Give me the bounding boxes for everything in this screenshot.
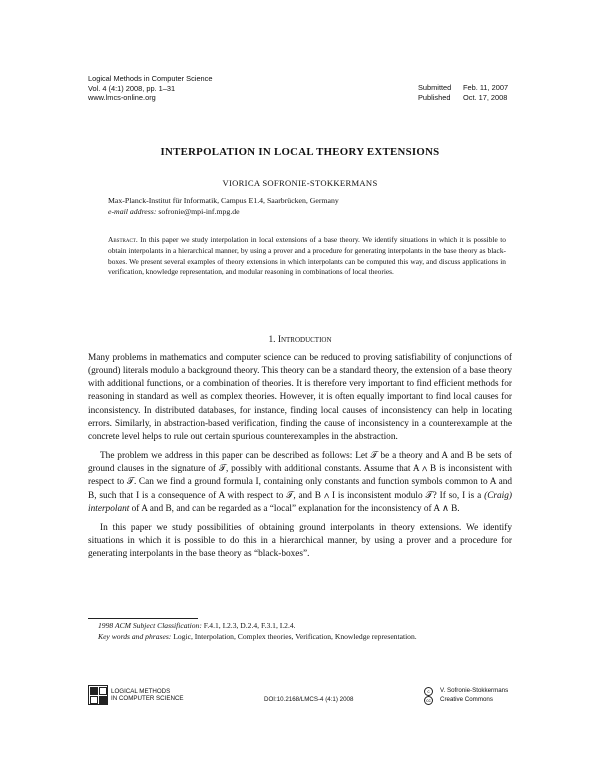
copyright-row xyxy=(424,687,508,696)
keywords: Logic, Interpolation, Complex theories, Verification, Knowledge representation. xyxy=(173,632,417,641)
lmcs-logo xyxy=(88,685,184,705)
abstract-label: Abstract. xyxy=(108,235,138,244)
logo-line-1: LOGICAL METHODS xyxy=(111,687,171,695)
license-block xyxy=(424,687,508,705)
msc-codes: F.4.1, I.2.3, D.2.4, F.3.1, I.2.4. xyxy=(203,621,296,630)
copyright-icon: c xyxy=(424,687,433,696)
journal-header xyxy=(88,74,212,103)
doi: DOI:10.2168/LMCS-4 (4:1) 2008 xyxy=(264,696,354,703)
creative-commons-icon: cc xyxy=(424,696,433,705)
institute: Max-Planck-Institut für Informatik, Campus E1.4, Saarbrücken, Germany xyxy=(108,196,339,205)
published-date: Oct. 17, 2008 xyxy=(463,92,508,102)
paragraph-2 xyxy=(88,450,512,516)
msc-line xyxy=(98,620,417,631)
email-row xyxy=(108,207,339,218)
published-label: Published xyxy=(418,92,451,102)
msc-label: 1998 ACM Subject Classification: xyxy=(98,621,202,630)
email-address[interactable]: sofronie@mpi-inf.mpg.de xyxy=(158,206,240,216)
license-row xyxy=(424,696,508,705)
section-number: 1. xyxy=(268,335,276,345)
section-title: Introduction xyxy=(277,335,332,345)
footnote-rule xyxy=(88,618,198,619)
section-heading xyxy=(0,335,600,345)
footnotes xyxy=(98,620,417,642)
email-label: e-mail address: xyxy=(108,206,157,216)
keywords-label: Key words and phrases: xyxy=(98,632,172,641)
paragraph-1: Many problems in mathematics and computer science can be reduced to proving satisfiability of conjunctions of (ground) literals modulo a background theory. This theory can be a standard theory, the extension of a base theory with additional functions, or a combination of theories. It is therefore very important to find efficient methods for reasoning in standard as well as complex theories. However, it is often equally important to find local causes for inconsistency. In distributed databases, for instance, finding local causes of inconsistency can help in locating errors. Similarly, in abstraction-based verification, finding the cause of inconsistency in a counterexample at the concrete level helps to rule out certain spurious counterexamples in the abstraction. xyxy=(88,353,512,442)
license-name: Creative Commons xyxy=(440,696,493,704)
keywords-line xyxy=(98,631,417,642)
abstract xyxy=(108,235,506,278)
dates-block xyxy=(418,83,508,102)
submitted-date: Feb. 11, 2007 xyxy=(463,83,509,92)
logo-line-2: IN COMPUTER SCIENCE xyxy=(111,695,184,702)
journal-website[interactable]: www.lmcs-online.org xyxy=(88,93,156,103)
logo-text xyxy=(111,688,184,703)
journal-name: Logical Methods in Computer Science xyxy=(88,74,213,83)
body-text xyxy=(88,352,512,567)
affiliation xyxy=(108,196,339,217)
submitted-label: Submitted xyxy=(418,83,452,92)
journal-volume: Vol. 4 (4:1) 2008, pp. 1–31 xyxy=(88,83,176,93)
copyright-holder: V. Sofronie-Stokkermans xyxy=(440,687,509,695)
paragraph-3: In this paper we study possibilities of obtaining ground interpolants in theory extensions. We identify situations in which it is possible to do this in a hierarchical manner, by using a prover and a procedure for generating interpolants in the base theory as “black-boxes”. xyxy=(88,522,512,560)
lmcs-logo-icon xyxy=(88,685,108,705)
paper-title: INTERPOLATION IN LOCAL THEORY EXTENSIONS xyxy=(160,146,440,158)
paragraph-2-part-a: The problem we address in this paper can be described as follows: Let 𝒯 be a theory and A and B be sets of ground clauses in the signature of 𝒯, possibly with additional constants. Assume that A ∧ B is inconsistent with respect to 𝒯. Can we find a ground formula I, containing only constants and function symbols common to A and B, such that I is a consequence of A with respect to 𝒯, and B ∧ I is inconsistent modulo 𝒯? If so, I is a xyxy=(88,451,512,501)
author-name: VIORICA SOFRONIE-STOKKERMANS xyxy=(222,178,378,188)
paragraph-2-emphasis: (Craig) interpolant xyxy=(88,490,512,514)
abstract-text: In this paper we study interpolation in local extensions of a base theory. We identify situations in which it is possible to obtain interpolants in a hierarchical manner, by using a prover and a procedure for generating interpolants in the base theory as black-boxes. We present several examples of theory extensions in which interpolants can be computed this way, and discuss applications in verification, knowledge representation, and modular reasoning in combinations of local theories. xyxy=(108,235,506,277)
submitted-row xyxy=(418,83,508,93)
published-row xyxy=(418,93,508,103)
paragraph-2-part-b: of A and B, and can be regarded as a “local” explanation for the inconsistency of A ∧ B. xyxy=(131,503,460,514)
